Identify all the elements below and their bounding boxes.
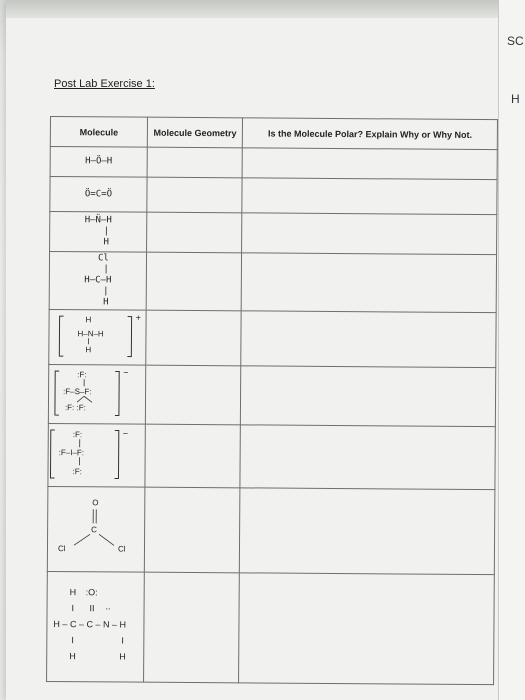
table-row	[49, 252, 496, 313]
svg-text:H: H	[69, 650, 76, 661]
molecule-nh2: H–N̈–H | H	[50, 212, 147, 253]
polarity-cell[interactable]	[240, 488, 495, 575]
adjacent-page-text-top: SC	[507, 34, 524, 48]
geometry-cell[interactable]	[145, 365, 241, 425]
molecule-ch2cl: Cl | H–C–H | H	[49, 252, 146, 311]
molecule-if4	[48, 423, 145, 487]
polarity-cell[interactable]	[239, 573, 495, 685]
ammonium-structure	[49, 310, 145, 363]
geometry-cell[interactable]	[147, 147, 242, 178]
polarity-cell[interactable]	[241, 253, 496, 313]
worksheet-page	[6, 0, 525, 700]
polarity-cell[interactable]	[241, 366, 496, 427]
svg-text:I: I	[121, 635, 124, 646]
svg-text::F:: :F:	[77, 370, 87, 380]
polarity-cell[interactable]	[242, 148, 497, 180]
svg-text:H: H	[69, 586, 77, 597]
svg-text:Cl: Cl	[57, 544, 66, 554]
sf5-structure	[49, 365, 145, 422]
charge-label: +	[135, 312, 141, 323]
table-row	[50, 212, 497, 255]
polarity-cell[interactable]	[240, 425, 495, 490]
molecule-water: H–Ö–H	[50, 147, 147, 178]
svg-text:H – C – C – N – H: H – C – C – N – H	[53, 618, 127, 630]
table-row	[47, 486, 495, 574]
geometry-cell[interactable]	[144, 572, 240, 683]
svg-text:C: C	[91, 525, 97, 535]
svg-text::F–S–F:: :F–S–F:	[63, 387, 92, 397]
adjacent-page	[498, 0, 525, 700]
svg-text:H–N–H: H–N–H	[77, 329, 104, 339]
geometry-cell[interactable]	[146, 252, 242, 311]
table-row	[48, 423, 495, 489]
polarity-cell[interactable]	[242, 213, 497, 255]
molecule-phosgene	[47, 486, 145, 572]
polarity-cell[interactable]	[242, 178, 497, 215]
molecule-acetamide	[47, 571, 145, 682]
top-shadow	[6, 0, 525, 18]
svg-text:H: H	[85, 315, 92, 325]
svg-text:H: H	[85, 345, 92, 355]
svg-text::O:: :O:	[85, 586, 98, 597]
polarity-cell[interactable]	[241, 311, 496, 368]
if4-structure	[48, 424, 144, 485]
svg-text::F:: :F:	[72, 467, 82, 477]
header-molecule: Molecule	[50, 117, 147, 148]
header-polar: Is the Molecule Polar? Explain Why or Why Not.	[243, 118, 498, 150]
svg-text:H: H	[119, 650, 126, 662]
header-row	[50, 117, 497, 150]
svg-text:Cl: Cl	[117, 544, 126, 554]
svg-text::F: :F:: :F: :F:	[64, 403, 86, 413]
geometry-cell[interactable]	[144, 487, 240, 573]
svg-text::F:: :F:	[72, 430, 83, 440]
molecule-sf5	[48, 364, 145, 424]
lab-table	[46, 116, 498, 685]
svg-text::F–I–F:: :F–I–F:	[58, 448, 85, 458]
geometry-cell[interactable]	[146, 310, 242, 366]
molecule-ammonium	[49, 309, 146, 365]
geometry-cell[interactable]	[147, 177, 242, 213]
charge-label: −	[122, 428, 129, 439]
svg-text:O: O	[92, 498, 99, 508]
header-geometry: Molecule Geometry	[147, 117, 242, 148]
svg-text:II: II	[89, 602, 95, 613]
table-row	[47, 571, 495, 684]
phosgene-structure	[48, 487, 145, 570]
table-row	[49, 309, 496, 367]
geometry-cell[interactable]	[147, 212, 242, 253]
charge-label: −	[123, 367, 129, 378]
svg-text:I: I	[71, 634, 74, 645]
svg-text:I: I	[71, 602, 75, 613]
acetamide-structure	[47, 572, 144, 679]
table-row	[50, 177, 497, 215]
adjacent-page-text-mid: H	[511, 92, 520, 106]
table-row	[50, 147, 497, 180]
table-row	[48, 364, 495, 426]
molecule-co2: Ö=C=Ö	[50, 177, 147, 213]
page-title: Post Lab Exercise 1:	[54, 78, 155, 90]
svg-text:..: ..	[105, 600, 111, 611]
geometry-cell[interactable]	[145, 424, 241, 488]
